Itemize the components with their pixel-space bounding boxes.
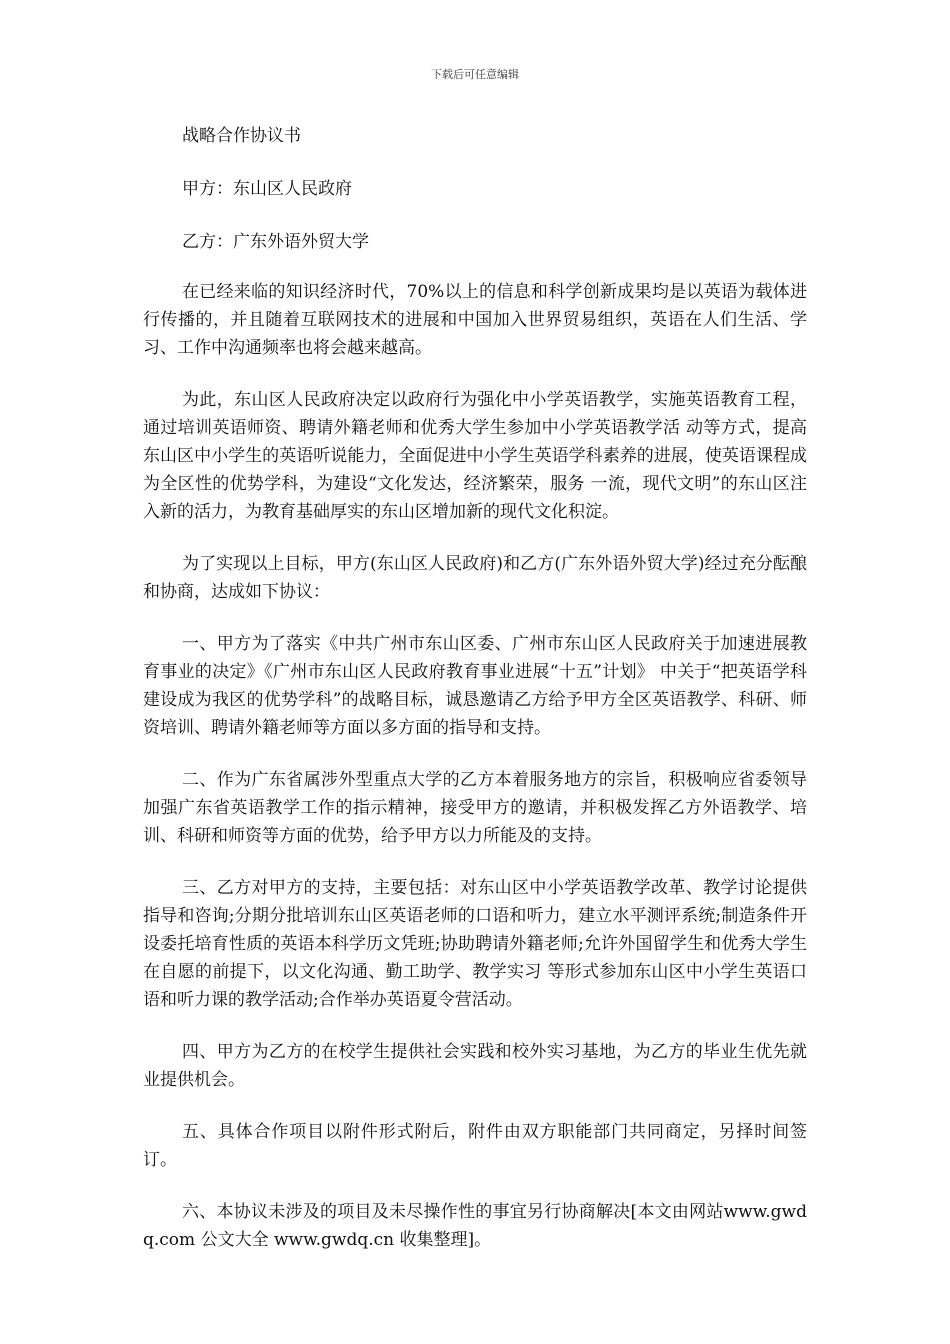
clause-4: 四、甲方为乙方的在校学生提供社会实践和校外实习基地，为乙方的毕业生优先就业提供机会。 <box>143 1042 807 1090</box>
clause-3: 三、乙方对甲方的支持，主要包括：对东山区中小学英语教学改革、教学讨论提供指导和咨询;分期分批培训东山区英语老师的口语和听力，建立水平测评系统;制造条件开设委托培育性质的英语本科学历文凭班;协助聘请外籍老师;允许外国留学生和优秀大学生在自愿的前提下，以文化沟通、勤工助学、教学实习 等形式参加东山区中小学生英语口语和听力课的教学活动;合作举办英语夏令营活动。 <box>143 878 807 1010</box>
clause-2: 二、作为广东省属涉外型重点大学的乙方本着服务地方的宗旨，积极响应省委领导加强广东省英语教学工作的指示精神，接受甲方的邀请，并积极发挥乙方外语教学、培训、科研和师资等方面的优势，给予甲方以力所能及的支持。 <box>143 770 807 846</box>
page-header-note: 下载后可任意编辑 <box>431 68 519 81</box>
document-body <box>143 122 807 1276</box>
document-title: 战略合作协议书 <box>182 126 301 146</box>
paragraph-agreement: 为了实现以上目标，甲方(东山区人民政府)和乙方(广东外语外贸大学)经过充分酝酿和协商，达成如下协议： <box>143 554 807 602</box>
party-b-line: 乙方：广东外语外贸大学 <box>182 232 369 252</box>
paragraph-intro: 在已经来临的知识经济时代，70%以上的信息和科学创新成果均是以英语为载体进行传播的，并且随着互联网技术的进展和中国加入世界贸易组织，英语在人们生活、学习、工作中沟通频率也将会越来越高。 <box>143 282 807 358</box>
clause-5: 五、具体合作项目以附件形式附后，附件由双方职能部门共同商定，另择时间签订。 <box>143 1122 807 1170</box>
paragraph-purpose: 为此，东山区人民政府决定以政府行为强化中小学英语教学，实施英语教育工程，通过培训英语师资、聘请外籍老师和优秀大学生参加中小学英语教学活 动等方式，提高东山区中小学生的英语听说能力，全面促进中小学生英语学科素养的进展，使英语课程成为全区性的优势学科，为建设“文化发达，经济繁荣，服务 一流，现代文明”的东山区注入新的活力，为教育基础厚实的东山区增加新的现代文化积淀。 <box>143 390 807 522</box>
clause-6: 六、本协议未涉及的项目及未尽操作性的事宜另行协商解决[本文由网站www.gwdq.com 公文大全 www.gwdq.cn 收集整理]。 <box>143 1202 807 1250</box>
party-a-line: 甲方：东山区人民政府 <box>182 179 352 199</box>
clause-1: 一、甲方为了落实《中共广州市东山区委、广州市东山区人民政府关于加速进展教育事业的决定》《广州市东山区人民政府教育事业进展“十五”计划》 中关于“把英语学科建设成为我区的优势学科”的战略目标，诚恳邀请乙方给予甲方全区英语教学、科研、师资培训、聘请外籍老师等方面以多方面的指导和支持。 <box>143 634 807 738</box>
